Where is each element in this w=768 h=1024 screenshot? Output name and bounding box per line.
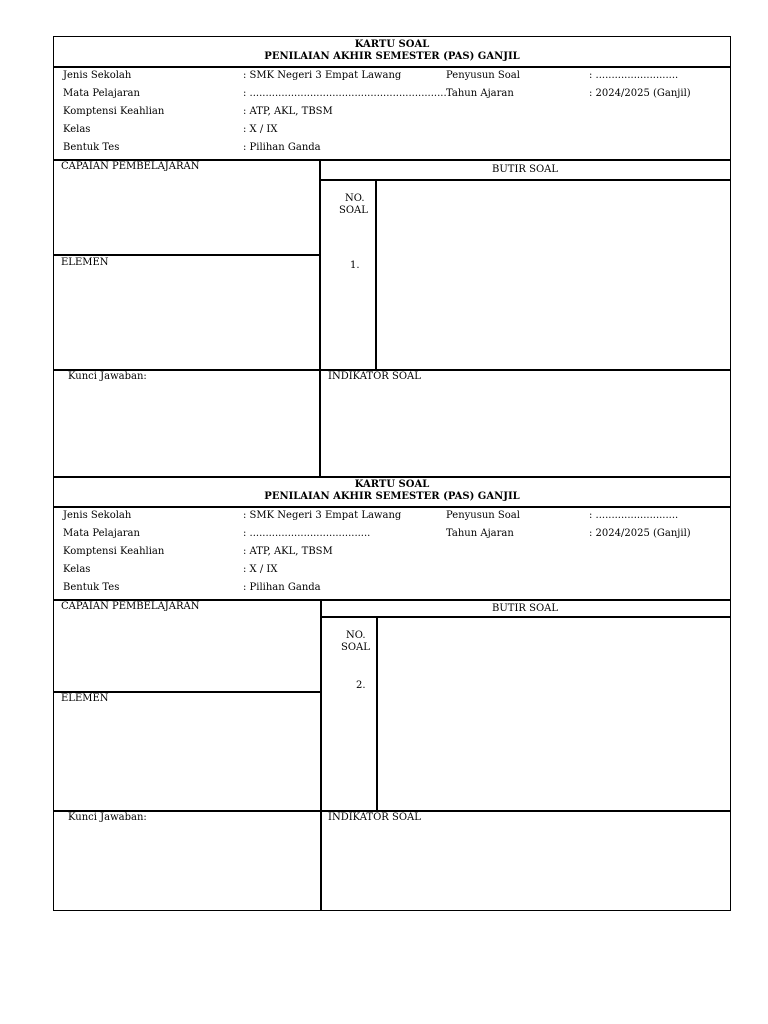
elemen-label: ELEMEN bbox=[61, 257, 109, 268]
column-divider bbox=[375, 180, 377, 370]
no-soal-label: NO. bbox=[346, 630, 366, 641]
jenis-sekolah-label: Jenis Sekolah bbox=[63, 510, 132, 521]
column-divider bbox=[376, 617, 378, 811]
butir-soal-label: BUTIR SOAL bbox=[492, 164, 559, 175]
penyusun-soal-label: Penyusun Soal bbox=[446, 510, 520, 521]
kompetensi-keahlian-label: Komptensi Keahlian bbox=[63, 546, 165, 557]
mata-pelajaran-label: Mata Pelajaran bbox=[63, 88, 140, 99]
jenis-sekolah-value: : SMK Negeri 3 Empat Lawang bbox=[243, 510, 402, 521]
jenis-sekolah-value: : SMK Negeri 3 Empat Lawang bbox=[243, 70, 402, 81]
divider bbox=[54, 506, 730, 508]
card-title: KARTU SOAL bbox=[354, 479, 430, 490]
mata-pelajaran-value: : .............................................................. bbox=[243, 88, 447, 99]
mata-pelajaran-label: Mata Pelajaran bbox=[63, 528, 140, 539]
capaian-pembelajaran-label: CAPAIAN PEMBELAJARAN bbox=[61, 161, 200, 172]
butir-soal-label: BUTIR SOAL bbox=[492, 603, 559, 614]
tahun-ajaran-value: : 2024/2025 (Ganjil) bbox=[589, 88, 691, 99]
column-divider bbox=[320, 600, 322, 910]
penyusun-soal-value: : .......................... bbox=[589, 510, 679, 521]
kelas-value: : X / IX bbox=[243, 564, 278, 575]
kunci-jawaban-label: Kunci Jawaban: bbox=[68, 812, 147, 823]
mata-pelajaran-value: : ...................................... bbox=[243, 528, 371, 539]
kelas-label: Kelas bbox=[63, 124, 91, 135]
bentuk-tes-value: : Pilihan Ganda bbox=[243, 582, 321, 593]
no-soal-label: NO. bbox=[345, 193, 365, 204]
penyusun-soal-value: : .......................... bbox=[589, 70, 679, 81]
jenis-sekolah-label: Jenis Sekolah bbox=[63, 70, 132, 81]
tahun-ajaran-label: Tahun Ajaran bbox=[446, 88, 514, 99]
penyusun-soal-label: Penyusun Soal bbox=[446, 70, 520, 81]
bentuk-tes-label: Bentuk Tes bbox=[63, 582, 120, 593]
capaian-pembelajaran-label: CAPAIAN PEMBELAJARAN bbox=[61, 601, 200, 612]
no-soal-label: SOAL bbox=[341, 642, 370, 653]
kompetensi-keahlian-label: Komptensi Keahlian bbox=[63, 106, 165, 117]
card-subtitle: PENILAIAN AKHIR SEMESTER (PAS) GANJIL bbox=[264, 491, 520, 502]
divider bbox=[54, 254, 320, 256]
card-subtitle: PENILAIAN AKHIR SEMESTER (PAS) GANJIL bbox=[264, 51, 520, 62]
tahun-ajaran-label: Tahun Ajaran bbox=[446, 528, 514, 539]
kunci-jawaban-label: Kunci Jawaban: bbox=[68, 371, 147, 382]
kartu-soal-card-2 bbox=[53, 476, 731, 911]
question-number: 2. bbox=[356, 680, 366, 691]
card-title: KARTU SOAL bbox=[354, 39, 430, 50]
divider bbox=[320, 179, 730, 181]
bentuk-tes-value: : Pilihan Ganda bbox=[243, 142, 321, 153]
tahun-ajaran-value: : 2024/2025 (Ganjil) bbox=[589, 528, 691, 539]
bentuk-tes-label: Bentuk Tes bbox=[63, 142, 120, 153]
kompetensi-keahlian-value: : ATP, AKL, TBSM bbox=[243, 546, 333, 557]
column-divider bbox=[319, 160, 321, 477]
divider bbox=[321, 616, 730, 618]
kelas-label: Kelas bbox=[63, 564, 91, 575]
kelas-value: : X / IX bbox=[243, 124, 278, 135]
divider bbox=[54, 66, 730, 68]
kartu-soal-card-1 bbox=[53, 36, 731, 478]
no-soal-label: SOAL bbox=[339, 205, 368, 216]
question-number: 1. bbox=[350, 260, 360, 271]
kompetensi-keahlian-value: : ATP, AKL, TBSM bbox=[243, 106, 333, 117]
indikator-soal-label: INDIKATOR SOAL bbox=[328, 371, 421, 382]
indikator-soal-label: INDIKATOR SOAL bbox=[328, 812, 421, 823]
elemen-label: ELEMEN bbox=[61, 693, 109, 704]
